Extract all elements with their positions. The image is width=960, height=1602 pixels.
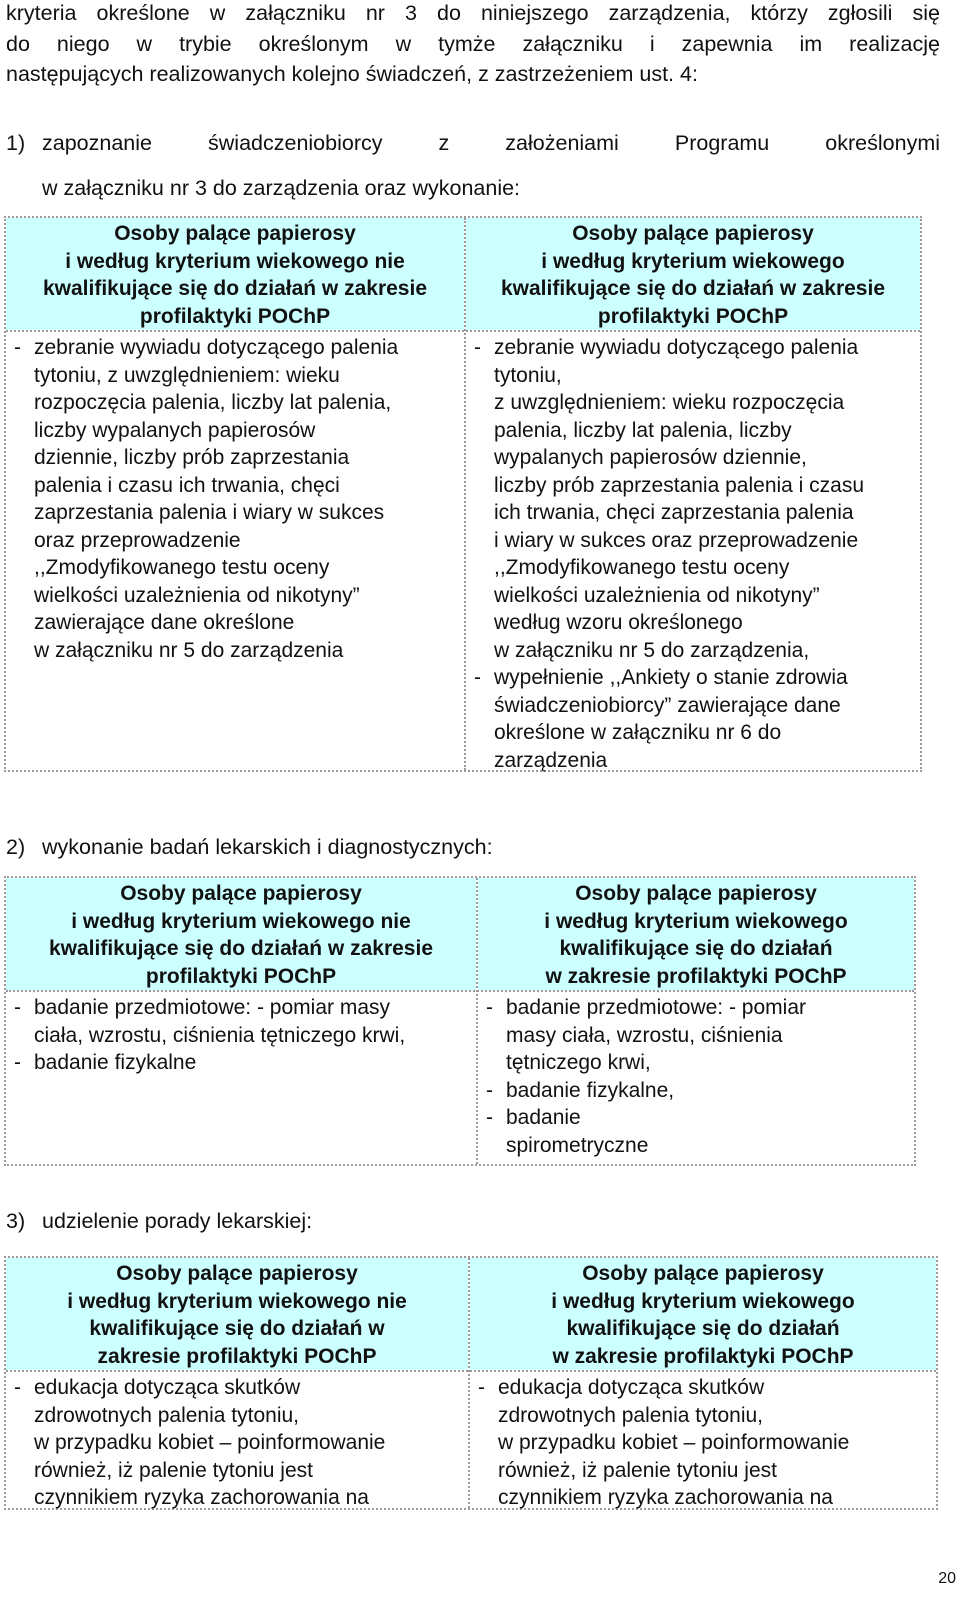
item-line: liczby prób zaprzestania palenia i czasu (494, 473, 865, 497)
header-line: w zakresie profilaktyki POChP (545, 964, 847, 988)
item-line: ich trwania, chęci zaprzestania palenia (494, 501, 854, 524)
dash-bullet: - (474, 336, 481, 359)
item-line: według wzoru określonego (494, 611, 743, 634)
item-line: wielkości uzależnienia od nikotyny” (34, 583, 360, 607)
header-line: Osoby palące papierosy (116, 1262, 358, 1285)
header-line: kwalifikujące się do działań w zakresie (42, 277, 427, 300)
item-line: i wiary w sukces oraz przeprowadzenie (494, 528, 859, 552)
right-column-header (466, 218, 920, 330)
list-item (474, 664, 920, 774)
item-line: liczby wypalanych papierosów (34, 418, 316, 442)
step-2-text: wykonanie badań lekarskich i diagnostycznych: (42, 835, 493, 859)
header-line: profilaktyki POChP (145, 964, 337, 988)
header-divider (6, 1370, 936, 1372)
item-line: wypełnienie ,,Ankiety o stanie zdrowia (494, 666, 848, 689)
item-line: świadczeniobiorcy” zawierające dane (494, 693, 841, 717)
header-divider (6, 990, 914, 992)
item-line: ,,Zmodyfikowanego testu oceny (494, 556, 790, 579)
left-column-header (6, 218, 464, 330)
header-line: kwalifikujące się do działań w (89, 1317, 385, 1340)
step-3-number: 3) (6, 1209, 26, 1233)
item-line: określone w załączniku nr 6 do (494, 721, 782, 744)
page-number: 20 (938, 1570, 956, 1587)
list-item (486, 994, 914, 1077)
item-line: badanie przedmiotowe: - pomiar masy (34, 996, 390, 1019)
header-line: kwalifikujące się do działań w zakresie (48, 937, 433, 960)
header-line: profilaktyki POChP (597, 304, 789, 328)
item-line: w załączniku nr 5 do zarządzenia, (494, 638, 810, 662)
item-line: wielkości uzależnienia od nikotyny” (494, 583, 820, 607)
item-line: zebranie wywiadu dotyczącego palenia (34, 336, 399, 359)
header-line: kwalifikujące się do działań (559, 937, 833, 960)
right-column-header (478, 878, 914, 990)
item-line: zdrowotnych palenia tytoniu, (498, 1403, 763, 1427)
header-line: Osoby palące papierosy (114, 222, 356, 245)
item-line: w przypadku kobiet – poinformowanie (498, 1431, 850, 1454)
item-line: zebranie wywiadu dotyczącego palenia (494, 336, 859, 359)
header-line: Osoby palące papierosy (582, 1262, 824, 1285)
intro-paragraph (6, 0, 940, 89)
dash-bullet: - (486, 996, 493, 1019)
header-line: i według kryterium wiekowego nie (65, 249, 405, 273)
dash-bullet: - (14, 1376, 21, 1399)
item-line: tytoniu, z uwzględnieniem: wieku (34, 363, 340, 387)
header-line: i według kryterium wiekowego (541, 249, 845, 273)
list-item (486, 1104, 914, 1159)
dash-bullet: - (14, 336, 21, 359)
intro-line: następujących realizowanych kolejno świadczeń, z zastrzeżeniem ust. 4: (6, 62, 698, 86)
dash-bullet: - (486, 1106, 493, 1129)
list-item (14, 334, 460, 664)
right-column-body (486, 994, 914, 1159)
list-item (14, 994, 474, 1049)
right-column-body (478, 1374, 936, 1512)
item-line: czynnikiem ryzyka zachorowania na (34, 1486, 369, 1509)
dash-bullet: - (14, 1051, 21, 1074)
header-divider (6, 330, 920, 332)
dash-bullet: - (486, 1078, 493, 1102)
list-item (14, 1049, 474, 1077)
item-line: edukacja dotycząca skutków (34, 1376, 301, 1399)
item-line: edukacja dotycząca skutków (498, 1376, 765, 1399)
left-column-body (14, 994, 474, 1077)
list-item (478, 1374, 936, 1512)
item-line: ,,Zmodyfikowanego testu oceny (34, 556, 330, 579)
header-line: i według kryterium wiekowego (551, 1289, 855, 1313)
item-line: również, iż palenie tytoniu jest (34, 1458, 313, 1482)
step-1-number: 1) (6, 131, 26, 155)
item-line: w przypadku kobiet – poinformowanie (34, 1431, 386, 1454)
right-column-body (474, 334, 920, 774)
item-line: badanie (506, 1106, 581, 1129)
intro-line: kryteria określone w załączniku nr 3 do niniejszego zarządzenia, którzy zgłosili się (6, 1, 940, 25)
item-line: czynnikiem ryzyka zachorowania na (498, 1486, 833, 1509)
step-2-number: 2) (6, 835, 26, 859)
item-line: palenia i czasu ich trwania, chęci (34, 473, 340, 497)
item-line: rozpoczęcia palenia, liczby lat palenia, (34, 391, 392, 414)
left-column-body (14, 334, 460, 664)
header-line: w zakresie profilaktyki POChP (552, 1344, 854, 1368)
item-line: zarządzenia (494, 748, 608, 772)
item-line: z uwzględnieniem: wieku rozpoczęcia (494, 391, 845, 414)
item-line: oraz przeprowadzenie (34, 528, 241, 552)
item-line: badanie fizykalne (34, 1051, 197, 1074)
item-line: tętniczego krwi, (506, 1051, 651, 1074)
header-line: zakresie profilaktyki POChP (97, 1344, 377, 1368)
item-line: dziennie, liczby prób zaprzestania (34, 446, 350, 469)
step-1-line2: w załączniku nr 3 do zarządzenia oraz wykonanie: (42, 176, 521, 200)
item-line: palenia, liczby lat palenia, liczby (494, 418, 792, 442)
item-line: masy ciała, wzrostu, ciśnienia (506, 1023, 783, 1047)
dash-bullet: - (474, 666, 481, 689)
table-step-2 (4, 876, 916, 1166)
item-line: spirometryczne (506, 1133, 649, 1157)
table-step-3 (4, 1256, 938, 1510)
left-column-header (6, 878, 476, 990)
intro-line: do niego w trybie określonym w tymże załączniku i zapewnia im realizację (6, 31, 940, 56)
header-line: i według kryterium wiekowego nie (67, 1289, 407, 1313)
left-column-header (6, 1258, 468, 1370)
header-line: i według kryterium wiekowego (544, 909, 848, 933)
item-line: w załączniku nr 5 do zarządzenia (34, 638, 344, 662)
dash-bullet: - (14, 996, 21, 1019)
item-line: zaprzestania palenia i wiary w sukces (34, 501, 385, 524)
header-line: i według kryterium wiekowego nie (71, 909, 411, 933)
item-line: wypalanych papierosów dziennie, (494, 446, 807, 469)
item-line: ciała, wzrostu, ciśnienia tętniczego krwi, (34, 1023, 406, 1047)
list-item (14, 1374, 464, 1512)
left-column-body (14, 1374, 464, 1512)
item-line: tytoniu, (494, 363, 562, 387)
list-item (474, 334, 920, 664)
header-line: kwalifikujące się do działań w zakresie (500, 277, 885, 300)
list-item (486, 1077, 914, 1105)
step-1-line1: zapoznanie świadczeniobiorcy z założeniami Programu określonymi (42, 131, 940, 155)
item-line: badanie przedmiotowe: - pomiar (506, 996, 806, 1019)
item-line: zdrowotnych palenia tytoniu, (34, 1403, 299, 1427)
item-line: zawierające dane określone (34, 611, 295, 634)
header-line: Osoby palące papierosy (572, 222, 814, 245)
header-line: kwalifikujące się do działań (566, 1317, 840, 1340)
item-line: badanie fizykalne, (506, 1078, 675, 1102)
header-line: Osoby palące papierosy (575, 882, 817, 905)
right-column-header (470, 1258, 936, 1370)
step-3-text: udzielenie porady lekarskiej: (42, 1209, 313, 1233)
item-line: również, iż palenie tytoniu jest (498, 1458, 777, 1482)
header-line: profilaktyki POChP (139, 304, 331, 328)
table-step-1 (4, 216, 922, 772)
header-line: Osoby palące papierosy (120, 882, 362, 905)
dash-bullet: - (478, 1376, 485, 1399)
